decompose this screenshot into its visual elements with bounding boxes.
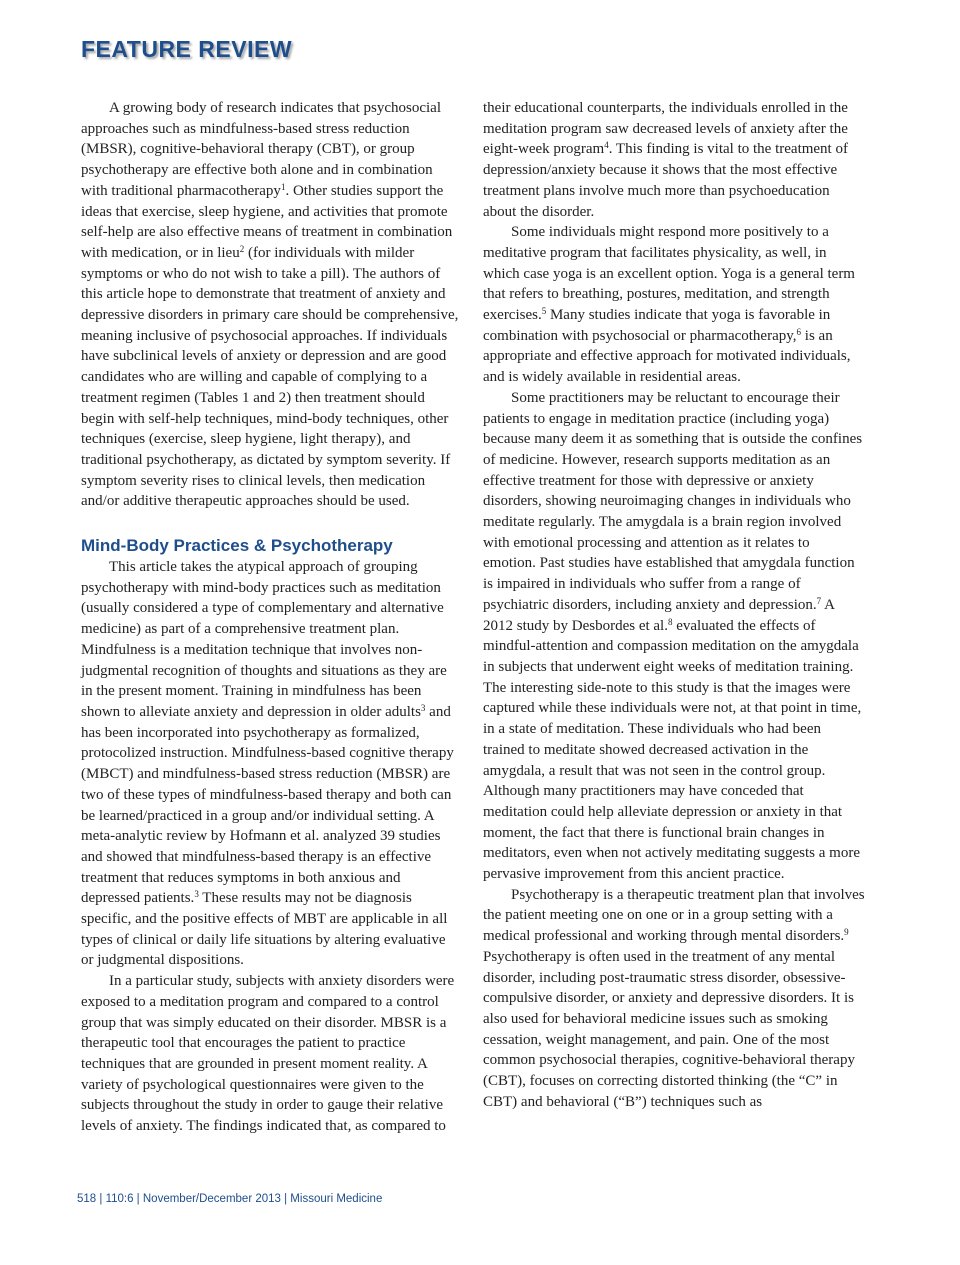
citation-9[interactable]: 9 — [844, 927, 849, 938]
continued-paragraph: their educational counterparts, the individuals enrolled in the meditation program saw decreased levels of anxiety after the eight-week program$^4$. This finding is vital to the treatment of depression/anxiety because it shows that the most effective treatment plans involve much more than psychoeducation about the disorder. — [483, 100, 848, 220]
study-paragraph: In a particular study, subjects with anxiety disorders were exposed to a meditation program and compared to a control group that was simply educated on their disorder. MBSR is a therapeutic tool that encourages the patient to practice techniques that are grounded in present moment reality. A variety of psychological questionnaires were given to the subjects throughout the study in order to gauge their relative levels of anxiety. The findings indicated that, as compared to — [81, 973, 455, 1135]
intro-paragraph: A growing body of research indicates that psychosocial approaches such as mindfulness-based stress reduction (MBSR), cognitive-behavioral therapy (CBT), or group psychotherapy are effective both alone and in combination with traditional pharmacotherapy$^1$. Other studies support the ideas that exercise, sleep hygiene, and activities that promote self-help are also effective means of treatment in combination with medication, or in lieu$^2$ (for individuals with milder symptoms or who do not wish to take a pill). The authors of this article hope to demonstrate that treatment of anxiety and depressive disorders in primary care should be comprehensive, meaning inclusive of psychosocial approaches. If individuals have subclinical levels of anxiety or depression and are good candidates who are willing and capable of complying to a treatment regimen (Tables 1 and 2) then treatment should begin with self-help techniques, mind-body techniques, other techniques (exercise, sleep hygiene, light therapy), and traditional psychotherapy, as dictated by symptom severity. If symptom severity rises to clinical levels, then medication and/or additive therapeutic approaches should be used. — [81, 100, 459, 510]
citation-2[interactable]: 2 — [239, 243, 245, 254]
citation-8[interactable]: 8 — [667, 616, 673, 627]
citation-3[interactable]: 3 — [420, 702, 426, 713]
left-column — [81, 98, 461, 1137]
section-subheading: Mind-Body Practices & Psychotherapy — [81, 536, 393, 556]
mind-body-paragraph: This article takes the atypical approach of grouping psychotherapy with mind-body practices such as meditation (usually considered a type of complementary and alternative medicine) as part of a comprehensive treatment plan. Mindfulness is a meditation technique that involves non-judgmental recognition of thoughts and situations as they are in the present moment. Training in mindfulness has been shown to alleviate anxiety and depression in older adults$^3$ and has been incorporated into psychotherapy as formalized, protocolized instruction. Mindfulness-based cognitive therapy (MBCT) and mindfulness-based stress reduction (MBSR) are two of these types of mindfulness-based therapy and both can be learned/practiced in a group and/or individual setting. A meta-analytic review by Hofmann et al. analyzed 39 studies and showed that mindfulness-based therapy is an effective treatment that reduces symptoms in both anxious and depressed patients.$^3$ These results may not be diagnosis specific, and the positive effects of MBT are applicable in all types of clinical or daily life situations by altering evaluative or judgmental dispositions. — [81, 559, 454, 969]
citation-6[interactable]: 6 — [796, 326, 802, 337]
yoga-paragraph: Some individuals might respond more positively to a meditative program that facilitates physicality, as well, in which case yoga is an excellent option. Yoga is a general term that refers to breathing, postures, meditation, and strength exercises.$^5$ Many studies indicate that yoga is favorable in combination with psychosocial or pharmacotherapy,$^6$ is an appropriate and effective approach for motivated individuals, and is widely available in residential areas. — [483, 224, 855, 386]
citation-1[interactable]: 1 — [280, 181, 286, 192]
psychotherapy-paragraph: Psychotherapy is a therapeutic treatment plan that involves the patient meeting one on one or in a group setting with a medical professional and working through mental disorders.$^9$ Psychotherapy is often used in the treatment of any mental disorder, including post-traumatic stress disorder, obsessive-compulsive disorder, or anxiety and depressive disorders. It is also used for behavioral medicine issues such as smoking cessation, weight management, and pain. One of the most common psychosocial therapies, cognitive-behavioral therapy (CBT), focuses on correcting distorted thinking (the “C” in CBT) and behavioral (“B”) techniques such as — [483, 886, 865, 1110]
amygdala-paragraph: Some practitioners may be reluctant to encourage their patients to engage in meditation practice (including yoga) because many deem it as something that is outside the confines of medicine. However, research supports meditation as an effective treatment for those with depressive or anxiety disorders, showing neuroimaging changes in individuals who meditate regularly. The amygdala is a brain region involved with emotional processing and attention as it relates to emotion. Past studies have established that amygdala function is impaired in individuals who suffer from a range of psychiatric disorders, including anxiety and depression.$^7$ A 2012 study by Desbordes et al.$^8$ evaluated the effects of mindful-attention and compassion meditation on the amygdala in subjects that underwent eight weeks of meditation training. The interesting side-note to this study is that the images were captured while these individuals were not, at that point in time, in a state of meditation. These individuals who had been trained to meditate showed decreased activation in the amygdala, a result that was not seen in the control group. Although many practitioners may have conceded that meditation could help alleviate depression or anxiety in that moment, the fact that there is functional brain changes in meditators, even when not actively meditating suggests a more pervasive improvement from this ancient practice. — [483, 389, 863, 883]
page-footer: 518 | 110:6 | November/December 2013 | Missouri Medicine — [77, 1193, 383, 1205]
citation-7[interactable]: 7 — [816, 595, 822, 606]
section-header: FEATURE REVIEW — [81, 36, 293, 62]
citation-3b[interactable]: 3 — [194, 889, 199, 900]
citation-4[interactable]: 4 — [604, 140, 609, 151]
right-column — [483, 98, 865, 1112]
citation-5[interactable]: 5 — [541, 306, 547, 317]
